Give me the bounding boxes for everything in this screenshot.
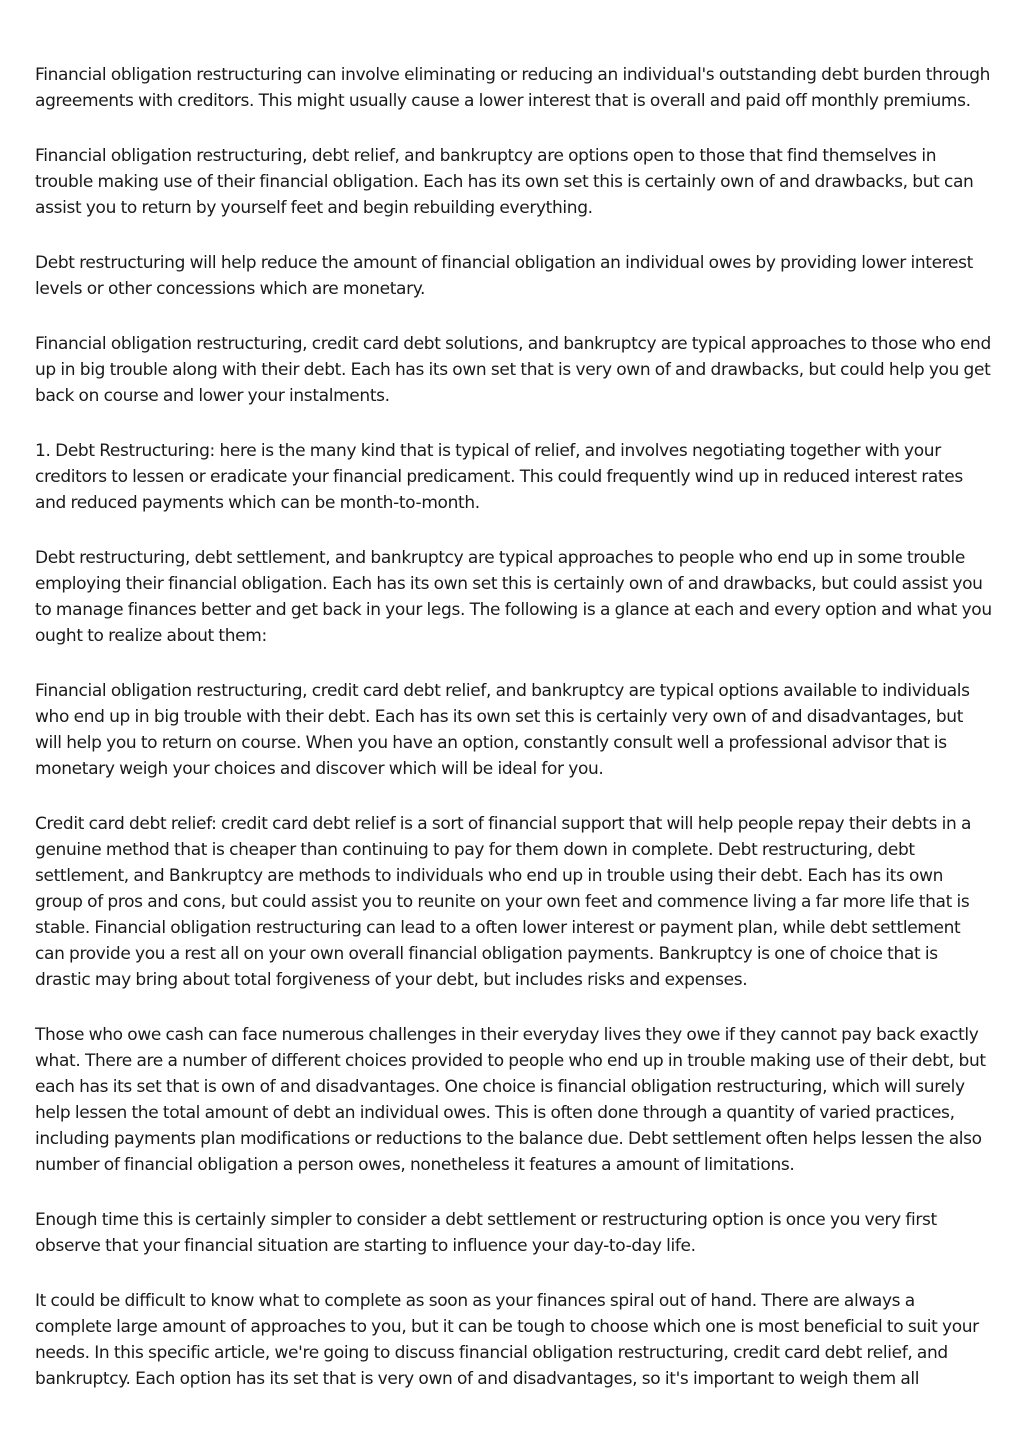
- paragraph-5: 1. Debt Restructuring: here is the many kind that is typical of relief, and involves negotiating together with your creditors to lessen or eradicate your financial predicament. This could frequently wind up in reduced interest rates and reduced payments which can be month-to-month.: [35, 441, 963, 513]
- paragraph-9: Those who owe cash can face numerous challenges in their everyday lives they owe if they cannot pay back exactly what. There are a number of different choices provided to people who end up in trouble making use of their debt, but each has its set that is own of and disadvantages. One choice is financial obligation restructuring, which will surely help lessen the total amount of debt an individual owes. This is often done through a quantity of varied practices, including payments plan modifications or reductions to the balance due. Debt settlement often helps lessen the also number of financial obligation a person owes, nonetheless it features a amount of limitations.: [35, 1025, 986, 1175]
- article-body: [35, 62, 993, 1421]
- paragraph-10: Enough time this is certainly simpler to consider a debt settlement or restructuring option is once you very first observe that your financial situation are starting to influence your day-to-day life.: [35, 1210, 937, 1256]
- paragraph-2: Financial obligation restructuring, debt relief, and bankruptcy are options open to those that find themselves in trouble making use of their financial obligation. Each has its own set this is certainly own of and drawbacks, but can assist you to return by yourself feet and begin rebuilding everything.: [35, 146, 974, 218]
- paragraph-6: Debt restructuring, debt settlement, and bankruptcy are typical approaches to people who end up in some trouble employing their financial obligation. Each has its own set this is certainly own of and drawbacks, but could assist you to manage finances better and get back in your legs. The following is a glance at each and every option and what you ought to realize about them:: [35, 548, 992, 646]
- paragraph-8: Credit card debt relief: credit card debt relief is a sort of financial support that will help people repay their debts in a genuine method that is cheaper than continuing to pay for them down in complete. Debt restructuring, debt settlement, and Bankruptcy are methods to individuals who end up in trouble using their debt. Each has its own group of pros and cons, but could assist you to reunite on your own feet and commence living a far more life that is stable. Financial obligation restructuring can lead to a often lower interest or payment plan, while debt settlement can provide you a rest all on your own overall financial obligation payments. Bankruptcy is one of choice that is drastic may bring about total forgiveness of your debt, but includes risks and expenses.: [35, 814, 972, 990]
- paragraph-1: Financial obligation restructuring can involve eliminating or reducing an individual's outstanding debt burden through agreements with creditors. This might usually cause a lower interest that is overall and paid off monthly premiums.: [35, 65, 991, 111]
- paragraph-3: Debt restructuring will help reduce the amount of financial obligation an individual owes by providing lower interest levels or other concessions which are monetary.: [35, 253, 973, 299]
- paragraph-4: Financial obligation restructuring, credit card debt solutions, and bankruptcy are typical approaches to those who end up in big trouble along with their debt. Each has its own set that is very own of and drawbacks, but could help you get back on course and lower your instalments.: [35, 334, 991, 406]
- paragraph-11: It could be difficult to know what to complete as soon as your finances spiral out of hand. There are always a complete large amount of approaches to you, but it can be tough to choose which one is most beneficial to suit your needs. In this specific article, we're going to discuss financial obligation restructuring, credit card debt relief, and bankruptcy. Each option has its set that is very own of and disadvantages, so it's important to weigh them all: [35, 1291, 979, 1389]
- paragraph-7: Financial obligation restructuring, credit card debt relief, and bankruptcy are typical options available to individuals who end up in big trouble with their debt. Each has its own set this is certainly very own of and disadvantages, but will help you to return on course. When you have an option, constantly consult well a professional advisor that is monetary weigh your choices and discover which will be ideal for you.: [35, 681, 970, 779]
